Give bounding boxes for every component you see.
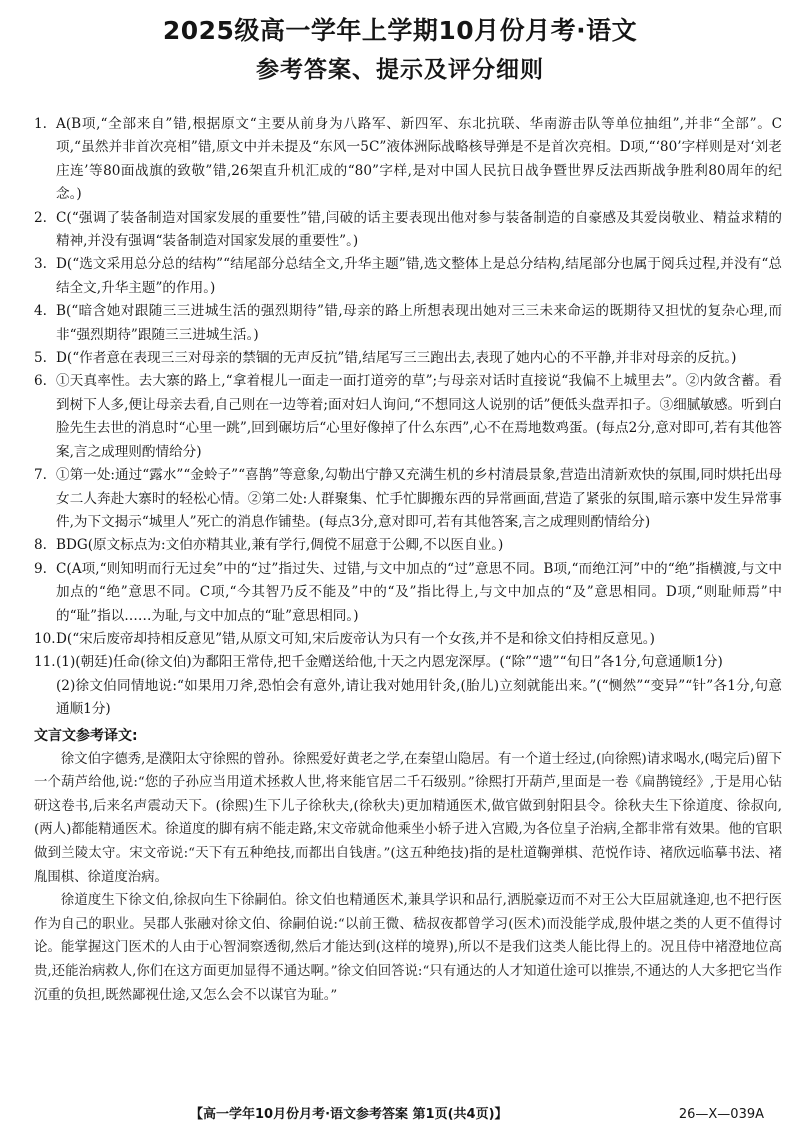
answer-text: D(“作者意在表现三三对母亲的禁锢的无声反抗”错,结尾写三三跑出去,表现了她内心的不平静,并非对母亲的反抗。) — [56, 350, 737, 367]
answer-text: C(A项,“则知明而行无过矣”中的“过”指过失、过错,与文中加点的“过”意思不同。B项,“而绝江河”中的“绝”指横渡,与文中加点的“绝”意思不同。C项,“今其智乃反不能及”中的“及”指比得上,与文中加点的“及”意思相同。D项,“则耻师焉”中的“耻”指以……为耻,与文中加点的“耻”意思相同。) — [56, 560, 782, 624]
answer-text-part-2: (2)徐文伯同情地说:“如果用刀斧,恐怕会有意外,请让我对她用针灸,(胎儿)立刻就能出来。”(“恻然”“变异”“针”各1分,句意通顺1分) — [56, 677, 782, 718]
answer-number: 7. — [34, 467, 47, 484]
answer-number: 3. — [34, 256, 47, 273]
answer-item-3 — [34, 253, 782, 300]
answer-text: ①天真率性。去大寨的路上,“拿着棍儿一面走一面打道旁的草”;与母亲对话时直接说“我偏不上城里去”。②内敛含蓄。看到树下人多,便让母亲去看,自己则在一边等着;面对妇人询问,“不想同这人说别的话”便低头盘弄扣子。③细腻敏感。听到白脸先生去世的消息时“心里一跳”,回到碾坊后“心里好像掉了什么东西”,心不在焉地数鸡蛋。(每点2分,意对即可,若有其他答案,言之成理则酌情给分) — [56, 373, 782, 460]
answer-number: 6. — [34, 373, 47, 390]
translation-heading: 文言文参考译文: — [34, 727, 138, 744]
answer-number: 8. — [34, 537, 47, 554]
translation-paragraph-1: 徐文伯字德秀,是濮阳太守徐熙的曾孙。徐熙爱好黄老之学,在秦望山隐居。有一个道士经过,(向徐熙)请求喝水,(喝完后)留下一个葫芦给他,说:“您的子孙应当用道术拯救人世,将来能官居二千石级别。”徐熙打开葫芦,里面是一卷《扁鹊镜经》,于是用心钻研这卷书,后来名声震动天下。(徐熙)生下儿子徐秋夫,(徐秋夫)更加精通医术,做官做到射阳县令。徐秋夫生下徐道度、徐叔向,(两人)都能精通医术。徐道度的脚有病不能走路,宋文帝就命他乘坐小轿子进入宫殿,为各位皇子治病,全都非常有效果。他的官职做到兰陵太守。宋文帝说:“天下有五种绝技,而都出自钱唐。”(这五种绝技)指的是杜道鞠弹棋、范悦作诗、褚欣远临摹书法、褚胤围棋、徐道度治病。 — [34, 751, 782, 885]
answer-number: 5. — [34, 350, 47, 367]
answer-text: ①第一处:通过“露水”“金蛉子”“喜鹊”等意象,勾勒出宁静又充满生机的乡村清晨景象,营造出清新欢快的氛围,同时烘托出母女二人奔赴大寨时的轻松心情。②第二处:人群聚集、忙手忙脚搬东西的异常画面,营造了紧张的氛围,暗示寨中发生异常事件,为下文揭示“城里人”死亡的消息作铺垫。(每点3分,意对即可,若有其他答案,言之成理则酌情给分) — [56, 467, 782, 530]
answer-number: 1. — [34, 116, 47, 132]
answer-text: A(B项,“全部来自”错,根据原文“主要从前身为八路军、新四军、东北抗联、华南游击队等单位抽组”,并非“全部”。C项,“虽然并非首次亮相”错,原文中并未提及“东风一5C”液体洲际战略核导弹是不是首次亮相。D项,“‘80’字样则是对‘刘老庄连’等80面战旗的致敬”错,26架直升机汇成的“80”字样,是对中国人民抗日战争暨世界反法西斯战争胜利80周年的纪念。) — [56, 116, 782, 203]
answer-number: 2. — [34, 209, 47, 226]
answer-item-7 — [34, 464, 782, 534]
footer-page-info: 【高一学年10月份月考·语文参考答案 第1页(共4页)】 — [190, 1107, 508, 1122]
answer-text: (1)(朝廷)任命(徐文伯)为鄱阳王常侍,把千金赠送给他,十天之内恩宠深厚。(“除”“遗”“旬日”各1分,句意通顺1分) — [56, 654, 723, 671]
page-footer — [0, 1103, 800, 1127]
answer-item-6 — [34, 370, 782, 464]
answer-content — [34, 113, 782, 1007]
footer-doc-code: 26—X—039A — [678, 1107, 764, 1122]
answer-number: 4. — [34, 303, 47, 320]
answer-item-2 — [34, 207, 782, 254]
page-subtitle: 参考答案、提示及评分细则 — [256, 57, 544, 83]
answer-item-9 — [34, 558, 782, 628]
answer-text: BDG(原文标点为:文伯亦精其业,兼有学行,倜傥不屈意于公卿,不以医自业。) — [56, 537, 504, 554]
page-title: 2025级高一学年上学期10月份月考·语文 — [162, 16, 638, 45]
answer-number: 10. — [34, 630, 56, 647]
answer-item-8 — [34, 534, 782, 557]
answer-item-4 — [34, 300, 782, 347]
answer-item-11 — [34, 651, 782, 721]
answer-item-1 — [34, 113, 782, 207]
translation-paragraph-2: 徐道度生下徐文伯,徐叔向生下徐嗣伯。徐文伯也精通医术,兼具学识和品行,洒脱豪迈而不对王公大臣屈就逢迎,也不把行医作为自己的职业。吴郡人张融对徐文伯、徐嗣伯说:“以前王微、嵇叔夜都曾学习(医术)而没能学成,殷仲堪之类的人更不值得讨论。能掌握这门医术的人由于心智洞察透彻,然后才能达到(这样的境界),所以不是我们这类人能比得上的。况且侍中褚澄地位高贵,还能治病救人,你们在这方面更加显得不通达啊。”徐文伯回答说:“只有通达的人才知道仕途可以推崇,不通达的人大多把它当作沉重的负担,既然鄙视仕途,又怎么会不以谋官为耻。” — [34, 893, 782, 1003]
answer-text: D(“宋后废帝却持相反意见”错,从原文可知,宋后废帝认为只有一个女孩,并不是和徐文伯持相反意见。) — [56, 630, 655, 647]
answer-text: B(“暗含她对跟随三三进城生活的强烈期待”错,母亲的路上所想表现出她对三三未来命运的既期待又担忧的复杂心理,而非“强烈期待”跟随三三进城生活。) — [56, 303, 782, 343]
answer-item-10 — [34, 628, 782, 651]
answer-text: D(“选文采用总分总的结构”“结尾部分总结全文,升华主题”错,选文整体上是总分结构,结尾部分也属于阅兵过程,并没有“总结全文,升华主题”的作用。) — [56, 256, 782, 296]
answer-text: C(“强调了装备制造对国家发展的重要性”错,闫破的话主要表现出他对参与装备制造的自豪感及其爱岗敬业、精益求精的精神,并没有强调“装备制造对国家发展的重要性”。) — [56, 209, 782, 250]
answer-item-5 — [34, 347, 782, 370]
answer-number: 11. — [34, 654, 56, 671]
answer-number: 9. — [34, 560, 47, 577]
